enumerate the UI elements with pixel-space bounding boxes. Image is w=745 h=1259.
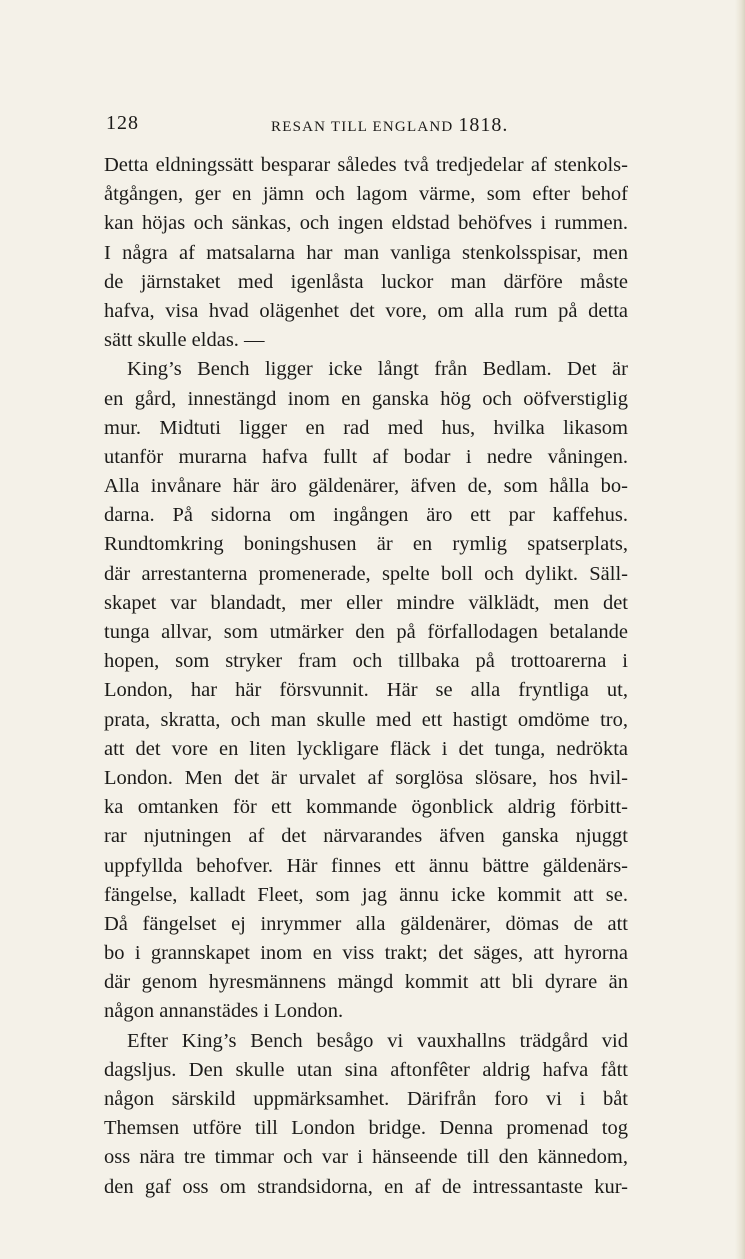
page-edge-shadow bbox=[735, 0, 745, 1259]
text-line: Rundtomkring boningshusen är en rymlig spatserplats, bbox=[104, 533, 628, 556]
page-number: 128 bbox=[106, 112, 139, 134]
text-line: där arrestanterna promenerade, spelte boll och dylikt. Säll- bbox=[104, 562, 628, 585]
text-line: darna. På sidorna om ingången äro ett par kaffehus. bbox=[104, 504, 628, 527]
text-line: hafva, visa hvad olägenhet det vore, om alla rum på detta bbox=[104, 299, 628, 322]
text-line-paragraph-end: sätt skulle eldas. — bbox=[104, 329, 265, 352]
page-header bbox=[106, 112, 628, 138]
text-line: London. Men det är urvalet af sorglösa slösare, hos hvil- bbox=[104, 766, 628, 789]
text-line: att det vore en liten lyckligare fläck i det tunga, nedrökta bbox=[104, 737, 628, 760]
text-line: bo i grannskapet inom en viss trakt; det säges, att hyrorna bbox=[104, 942, 628, 965]
text-line: London, har här försvunnit. Här se alla fryntliga ut, bbox=[104, 679, 628, 702]
text-line-paragraph-start: Efter King’s Bench besågo vi vauxhallns trädgård vid bbox=[127, 1029, 628, 1052]
text-line-paragraph-end: någon annanstädes i London. bbox=[104, 1000, 344, 1023]
text-line: tunga allvar, som utmärker den på förfallodagen betalande bbox=[104, 621, 628, 643]
text-line: fängelse, kalladt Fleet, som jag ännu icke kommit att se. bbox=[104, 883, 628, 906]
body-text bbox=[104, 151, 628, 1202]
text-line: Alla invånare här äro gäldenärer, äfven de, som hålla bo- bbox=[104, 475, 628, 498]
text-line: I några af matsalarna har man vanliga stenkolsspisar, men bbox=[104, 241, 628, 264]
text-line: ka omtanken för ett kommande ögonblick aldrig förbitt- bbox=[104, 796, 628, 819]
text-line: dagsljus. Den skulle utan sina aftonfêter aldrig hafva fått bbox=[104, 1058, 628, 1081]
text-line: skapet var blandadt, mer eller mindre välklädt, men det bbox=[104, 591, 628, 614]
text-line: utanför murarna hafva fullt af bodar i nedre våningen. bbox=[104, 445, 628, 468]
text-line: där genom hyresmännens mängd kommit att bli dyrare än bbox=[104, 971, 628, 994]
text-line: de järnstaket med igenlåsta luckor man därföre måste bbox=[104, 270, 628, 293]
text-line: uppfyllda behofver. Här finnes ett ännu bättre gäldenärs- bbox=[104, 854, 628, 877]
text-line: kan höjas och sänkas, och ingen eldstad behöfves i rummen. bbox=[104, 212, 628, 235]
text-line-paragraph-start: King’s Bench ligger icke långt från Bedlam. Det är bbox=[127, 358, 628, 381]
text-line: den gaf oss om strandsidorna, en af de intressantaste kur- bbox=[104, 1175, 628, 1198]
running-head-title: RESAN TILL ENGLAND bbox=[271, 119, 454, 135]
text-line: en gård, innestängd inom en ganska hög och oöfverstiglig bbox=[104, 387, 628, 410]
running-head-year: 1818. bbox=[458, 114, 509, 136]
text-line: prata, skratta, och man skulle med ett hastigt omdöme tro, bbox=[104, 708, 628, 731]
text-line: rar njutningen af det närvarandes äfven ganska njuggt bbox=[104, 825, 628, 848]
text-line: Detta eldningssätt besparar således två tredjedelar af stenkols- bbox=[104, 154, 628, 176]
text-line: hopen, som stryker fram och tillbaka på trottoarerna i bbox=[104, 650, 628, 673]
running-head bbox=[271, 114, 508, 137]
text-line: åtgången, ger en jämn och lagom värme, som efter behof bbox=[104, 183, 628, 206]
text-line: Då fängelset ej inrymmer alla gäldenärer, dömas de att bbox=[104, 912, 628, 935]
text-line: någon särskild uppmärksamhet. Därifrån foro vi i båt bbox=[104, 1088, 628, 1110]
text-line: oss nära tre timmar och var i hänseende till den kännedom, bbox=[104, 1146, 628, 1169]
text-line: Themsen utföre till London bridge. Denna promenad tog bbox=[104, 1117, 628, 1140]
text-line: mur. Midtuti ligger en rad med hus, hvilka likasom bbox=[104, 416, 628, 439]
